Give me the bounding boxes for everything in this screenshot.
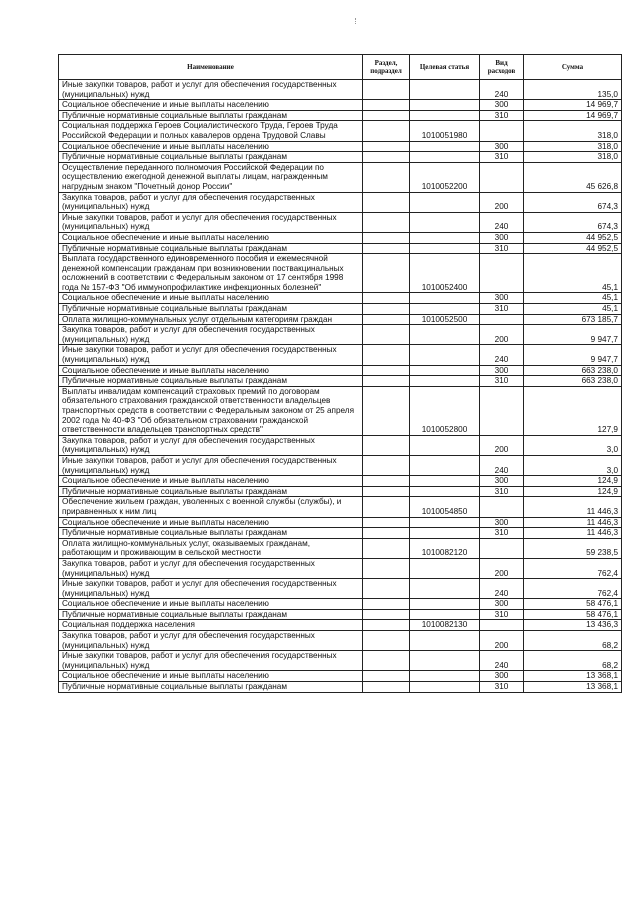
cell-section <box>363 671 410 682</box>
cell-sum: 318,0 <box>524 141 622 152</box>
cell-section <box>363 620 410 631</box>
cell-vid: 300 <box>480 232 524 243</box>
cell-target <box>410 671 480 682</box>
cell-sum: 11 446,3 <box>524 517 622 528</box>
cell-section <box>363 293 410 304</box>
table-row <box>59 192 622 212</box>
cell-section <box>363 243 410 254</box>
cell-vid: 300 <box>480 141 524 152</box>
cell-vid: 200 <box>480 435 524 455</box>
table-header-row <box>59 55 622 80</box>
cell-section <box>363 682 410 693</box>
cell-name: Социальная поддержка Героев Социалистического Труда, Героев Труда Российской Федерации и полных кавалеров ордена Трудовой Славы <box>59 121 363 141</box>
cell-target <box>410 141 480 152</box>
cell-sum: 318,0 <box>524 121 622 141</box>
cell-target <box>410 609 480 620</box>
cell-vid: 300 <box>480 476 524 487</box>
cell-sum: 127,9 <box>524 386 622 435</box>
cell-name: Социальное обеспечение и иные выплаты населению <box>59 517 363 528</box>
cell-vid: 310 <box>480 682 524 693</box>
cell-section <box>363 325 410 345</box>
table-row <box>59 528 622 539</box>
cell-vid <box>480 386 524 435</box>
cell-vid: 240 <box>480 455 524 475</box>
cell-sum: 11 446,3 <box>524 497 622 517</box>
cell-vid <box>480 538 524 558</box>
cell-vid: 200 <box>480 631 524 651</box>
cell-vid: 310 <box>480 376 524 387</box>
cell-name: Закупка товаров, работ и услуг для обеспечения государственных (муниципальных) нужд <box>59 192 363 212</box>
cell-vid: 300 <box>480 293 524 304</box>
cell-name: Социальное обеспечение и иные выплаты населению <box>59 671 363 682</box>
cell-vid: 310 <box>480 486 524 497</box>
cell-sum: 663 238,0 <box>524 365 622 376</box>
cell-name: Публичные нормативные социальные выплаты гражданам <box>59 486 363 497</box>
cell-sum: 13 368,1 <box>524 671 622 682</box>
cell-target <box>410 599 480 610</box>
cell-section <box>363 486 410 497</box>
cell-sum: 9 947,7 <box>524 325 622 345</box>
table-row <box>59 212 622 232</box>
cell-section <box>363 609 410 620</box>
cell-name: Социальное обеспечение и иные выплаты населению <box>59 100 363 111</box>
table-row <box>59 254 622 293</box>
cell-name: Закупка товаров, работ и услуг для обеспечения государственных (муниципальных) нужд <box>59 631 363 651</box>
cell-target <box>410 345 480 365</box>
table-row <box>59 162 622 192</box>
cell-section <box>363 110 410 121</box>
cell-section <box>363 651 410 671</box>
cell-target: 1010082130 <box>410 620 480 631</box>
table-row <box>59 497 622 517</box>
cell-vid: 310 <box>480 152 524 163</box>
cell-section <box>363 528 410 539</box>
table-row <box>59 671 622 682</box>
cell-sum: 14 969,7 <box>524 100 622 111</box>
cell-target <box>410 232 480 243</box>
table-row <box>59 620 622 631</box>
cell-target <box>410 212 480 232</box>
cell-vid <box>480 620 524 631</box>
cell-vid: 300 <box>480 365 524 376</box>
table-row <box>59 365 622 376</box>
cell-target <box>410 631 480 651</box>
cell-section <box>363 376 410 387</box>
cell-sum: 3,0 <box>524 435 622 455</box>
cell-name: Социальное обеспечение и иные выплаты населению <box>59 232 363 243</box>
cell-name: Оплата жилищно-коммунальных услуг, оказываемых гражданам, работающим и проживающим в сельской местности <box>59 538 363 558</box>
cell-sum: 11 446,3 <box>524 528 622 539</box>
cell-name: Иные закупки товаров, работ и услуг для обеспечения государственных (муниципальных) нужд <box>59 579 363 599</box>
cell-sum: 663 238,0 <box>524 376 622 387</box>
cell-sum: 44 952,5 <box>524 232 622 243</box>
cell-name: Публичные нормативные социальные выплаты гражданам <box>59 682 363 693</box>
cell-name: Социальное обеспечение и иные выплаты населению <box>59 599 363 610</box>
cell-name: Закупка товаров, работ и услуг для обеспечения государственных (муниципальных) нужд <box>59 435 363 455</box>
cell-name: Публичные нормативные социальные выплаты гражданам <box>59 376 363 387</box>
cell-section <box>363 314 410 325</box>
cell-section <box>363 304 410 315</box>
cell-section <box>363 192 410 212</box>
cell-target: 1010051980 <box>410 121 480 141</box>
cell-name: Осуществление переданного полномочия Российской Федерации по осуществлению ежегодной денежной выплаты лицам, награжденным нагрудным знаком "Почетный донор России" <box>59 162 363 192</box>
cell-vid: 240 <box>480 651 524 671</box>
table-row <box>59 80 622 100</box>
cell-section <box>363 212 410 232</box>
budget-table <box>58 54 622 693</box>
cell-target <box>410 476 480 487</box>
header-target: Целевая статья <box>410 55 480 80</box>
table-row <box>59 682 622 693</box>
cell-section <box>363 497 410 517</box>
cell-section <box>363 386 410 435</box>
table-row <box>59 538 622 558</box>
cell-target <box>410 486 480 497</box>
cell-sum: 124,9 <box>524 476 622 487</box>
table-row <box>59 599 622 610</box>
cell-target: 1010052500 <box>410 314 480 325</box>
cell-name: Публичные нормативные социальные выплаты гражданам <box>59 304 363 315</box>
cell-vid: 240 <box>480 579 524 599</box>
cell-target <box>410 365 480 376</box>
cell-section <box>363 579 410 599</box>
cell-target: 1010052800 <box>410 386 480 435</box>
cell-name: Социальное обеспечение и иные выплаты населению <box>59 293 363 304</box>
cell-name: Публичные нормативные социальные выплаты гражданам <box>59 152 363 163</box>
cell-vid: 310 <box>480 304 524 315</box>
cell-vid: 300 <box>480 599 524 610</box>
cell-vid <box>480 162 524 192</box>
table-row <box>59 325 622 345</box>
cell-name: Выплата государственного единовременного пособия и ежемесячной денежной компенсации гражданам при возникновении поствакцинальных осложнений в соответствии с Федеральным законом от 17 сентября 1998 года № 157-ФЗ "Об иммунопрофилактике инфекционных болезней" <box>59 254 363 293</box>
cell-section <box>363 538 410 558</box>
cell-target: 1010054850 <box>410 497 480 517</box>
cell-vid: 310 <box>480 609 524 620</box>
table-row <box>59 435 622 455</box>
cell-target <box>410 304 480 315</box>
cell-vid: 200 <box>480 325 524 345</box>
cell-name: Иные закупки товаров, работ и услуг для обеспечения государственных (муниципальных) нужд <box>59 651 363 671</box>
cell-section <box>363 476 410 487</box>
cell-name: Иные закупки товаров, работ и услуг для обеспечения государственных (муниципальных) нужд <box>59 80 363 100</box>
cell-sum: 45,1 <box>524 254 622 293</box>
table-row <box>59 121 622 141</box>
cell-section <box>363 80 410 100</box>
cell-section <box>363 232 410 243</box>
cell-name: Обеспечение жильем граждан, уволенных с военной службы (службы), и приравненных к ним лиц <box>59 497 363 517</box>
table-row <box>59 293 622 304</box>
cell-sum: 13 368,1 <box>524 682 622 693</box>
cell-name: Иные закупки товаров, работ и услуг для обеспечения государственных (муниципальных) нужд <box>59 345 363 365</box>
cell-target <box>410 325 480 345</box>
table-row <box>59 517 622 528</box>
cell-sum: 9 947,7 <box>524 345 622 365</box>
cell-sum: 45,1 <box>524 293 622 304</box>
cell-target <box>410 651 480 671</box>
table-row <box>59 232 622 243</box>
cell-vid: 300 <box>480 517 524 528</box>
cell-section <box>363 345 410 365</box>
cell-sum: 45,1 <box>524 304 622 315</box>
table-row <box>59 100 622 111</box>
cell-vid <box>480 254 524 293</box>
table-row <box>59 579 622 599</box>
cell-sum: 674,3 <box>524 192 622 212</box>
header-vid: Вид расходов <box>480 55 524 80</box>
cell-section <box>363 517 410 528</box>
cell-sum: 673 185,7 <box>524 314 622 325</box>
cell-target: 1010082120 <box>410 538 480 558</box>
cell-sum: 44 952,5 <box>524 243 622 254</box>
cell-name: Оплата жилищно-коммунальных услуг отдельным категориям граждан <box>59 314 363 325</box>
cell-target <box>410 435 480 455</box>
cell-sum: 58 476,1 <box>524 599 622 610</box>
cell-target: 1010052400 <box>410 254 480 293</box>
header-name: Наименование <box>59 55 363 80</box>
cell-target <box>410 558 480 578</box>
cell-target <box>410 376 480 387</box>
table-row <box>59 376 622 387</box>
table-row <box>59 558 622 578</box>
table-body <box>59 80 622 693</box>
cell-target <box>410 579 480 599</box>
cell-target <box>410 455 480 475</box>
cell-vid <box>480 121 524 141</box>
cell-name: Публичные нормативные социальные выплаты гражданам <box>59 243 363 254</box>
cell-name: Публичные нормативные социальные выплаты гражданам <box>59 528 363 539</box>
cell-sum: 124,9 <box>524 486 622 497</box>
cell-target: 1010052200 <box>410 162 480 192</box>
cell-name: Публичные нормативные социальные выплаты гражданам <box>59 110 363 121</box>
cell-name: Социальное обеспечение и иные выплаты населению <box>59 141 363 152</box>
cell-sum: 674,3 <box>524 212 622 232</box>
table-row <box>59 152 622 163</box>
cell-sum: 13 436,3 <box>524 620 622 631</box>
cell-sum: 68,2 <box>524 651 622 671</box>
cell-vid: 240 <box>480 212 524 232</box>
cell-vid: 300 <box>480 671 524 682</box>
table-row <box>59 609 622 620</box>
cell-section <box>363 599 410 610</box>
cell-section <box>363 435 410 455</box>
cell-sum: 14 969,7 <box>524 110 622 121</box>
table-row <box>59 243 622 254</box>
table-row <box>59 651 622 671</box>
cell-sum: 762,4 <box>524 579 622 599</box>
table-row <box>59 304 622 315</box>
cell-section <box>363 121 410 141</box>
table-row <box>59 345 622 365</box>
table-row <box>59 455 622 475</box>
cell-section <box>363 558 410 578</box>
cell-name: Социальное обеспечение и иные выплаты населению <box>59 365 363 376</box>
cell-section <box>363 162 410 192</box>
cell-sum: 762,4 <box>524 558 622 578</box>
table-row <box>59 631 622 651</box>
cell-target <box>410 528 480 539</box>
cell-sum: 68,2 <box>524 631 622 651</box>
cell-vid <box>480 314 524 325</box>
cell-vid: 310 <box>480 528 524 539</box>
cell-target <box>410 80 480 100</box>
cell-target <box>410 293 480 304</box>
cell-name: Закупка товаров, работ и услуг для обеспечения государственных (муниципальных) нужд <box>59 325 363 345</box>
cell-name: Социальное обеспечение и иные выплаты населению <box>59 476 363 487</box>
cell-target <box>410 110 480 121</box>
cell-target <box>410 517 480 528</box>
cell-section <box>363 631 410 651</box>
cell-section <box>363 141 410 152</box>
cell-target <box>410 100 480 111</box>
cell-section <box>363 365 410 376</box>
cell-target <box>410 192 480 212</box>
cell-sum: 318,0 <box>524 152 622 163</box>
table-row <box>59 314 622 325</box>
cell-section <box>363 455 410 475</box>
cell-target <box>410 243 480 254</box>
table-row <box>59 476 622 487</box>
cell-sum: 59 238,5 <box>524 538 622 558</box>
cell-sum: 135,0 <box>524 80 622 100</box>
cell-sum: 3,0 <box>524 455 622 475</box>
cell-name: Иные закупки товаров, работ и услуг для обеспечения государственных (муниципальных) нужд <box>59 212 363 232</box>
cell-vid: 200 <box>480 192 524 212</box>
cell-vid: 300 <box>480 100 524 111</box>
cell-name: Социальная поддержка населения <box>59 620 363 631</box>
cell-vid: 310 <box>480 110 524 121</box>
table-row <box>59 141 622 152</box>
cell-section <box>363 100 410 111</box>
header-sum: Сумма <box>524 55 622 80</box>
cell-vid: 240 <box>480 80 524 100</box>
cell-vid: 240 <box>480 345 524 365</box>
cell-section <box>363 254 410 293</box>
cell-name: Публичные нормативные социальные выплаты гражданам <box>59 609 363 620</box>
page-center-mark <box>355 18 357 24</box>
cell-target <box>410 682 480 693</box>
cell-name: Закупка товаров, работ и услуг для обеспечения государственных (муниципальных) нужд <box>59 558 363 578</box>
cell-name: Выплаты инвалидам компенсаций страховых премий по договорам обязательного страхования гражданской ответственности владельцев транспортных средств в соответствии с Федеральным законом от 25 апреля 2002 года № 40-ФЗ "Об обязательном страховании гражданской ответственности владельцев транспортных средств" <box>59 386 363 435</box>
cell-target <box>410 152 480 163</box>
cell-section <box>363 152 410 163</box>
cell-vid <box>480 497 524 517</box>
table-row <box>59 486 622 497</box>
cell-name: Иные закупки товаров, работ и услуг для обеспечения государственных (муниципальных) нужд <box>59 455 363 475</box>
cell-vid: 310 <box>480 243 524 254</box>
cell-sum: 58 476,1 <box>524 609 622 620</box>
table-row <box>59 386 622 435</box>
cell-sum: 45 626,8 <box>524 162 622 192</box>
cell-vid: 200 <box>480 558 524 578</box>
table-row <box>59 110 622 121</box>
header-section: Раздел, подраздел <box>363 55 410 80</box>
